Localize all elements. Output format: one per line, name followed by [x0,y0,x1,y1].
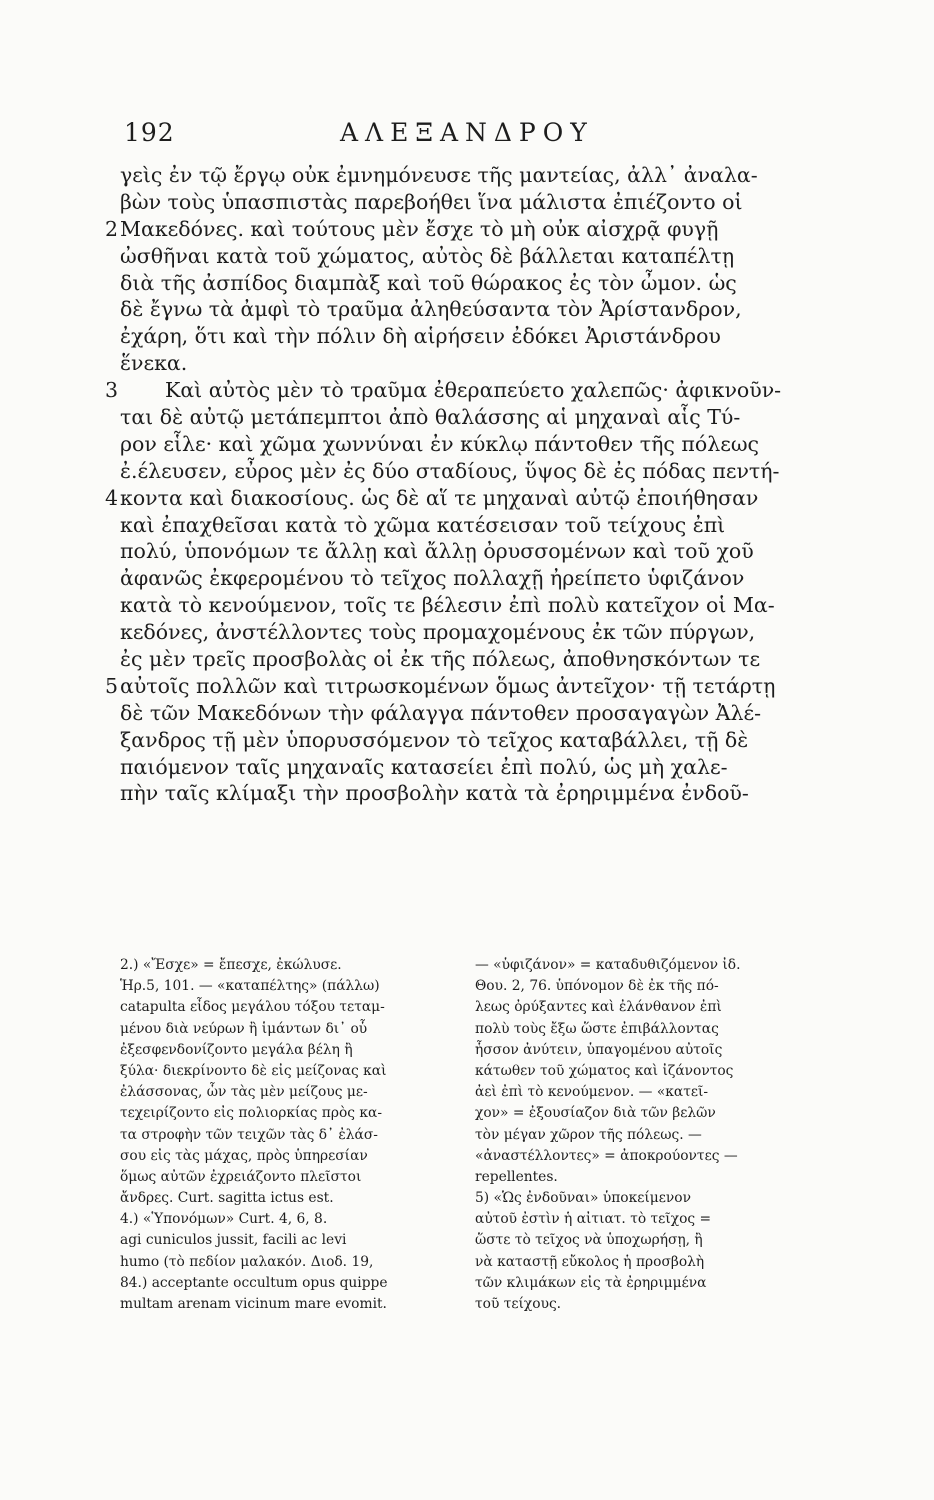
text-line [105,431,805,458]
text-line [105,727,805,754]
footnote-line: 4.) «Ὑπονόμων» Curt. 4, 6, 8. [120,1211,328,1228]
footnote-line: ἀεὶ ἐπὶ τὸ κενούμενον. — «κατεῖ- [475,1084,709,1101]
footnotes [120,955,820,1355]
line-text: πὴν ταῖς κλίμαξι τὴν προσβολὴν κατὰ τὰ ἐρηριμμένα ἐνδοῦ- [120,781,749,806]
text-line [105,780,805,807]
footnote-line: νὰ καταστῇ εὔκολος ἡ προσβολὴ [475,1253,705,1270]
text-line [105,458,805,485]
footnote-line: Θου. 2, 76. ὑπόνομον δὲ ἐκ τῆς πό- [475,978,719,995]
text-line [105,619,805,646]
line-text: κατὰ τὸ κενούμενον, τοῖς τε βέλεσιν ἐπὶ πολὺ κατεῖχον οἱ Μα- [120,593,775,618]
text-line [105,270,805,297]
footnote-line: τῶν κλιμάκων εἰς τὰ ἐρηριμμένα [475,1274,707,1291]
line-text: καὶ ἐπαχθεῖσαι κατὰ τὸ χῶμα κατέσεισαν τοῦ τείχους ἐπὶ [120,512,726,537]
footnote-line: ἐξεσφενδονίζοντο μεγάλα βέλη ἢ [120,1041,353,1058]
footnote-line: Ἡρ.5, 101. — «καταπέλτης» (πάλλω) [120,978,380,995]
footnote-line: τα στροφὴν τῶν τειχῶν τὰς δ᾽ ἐλάσ- [120,1126,378,1143]
footnote-line: τὸν μέγαν χῶρον τῆς πόλεως. — [475,1126,702,1143]
text-line [105,216,805,243]
line-text: πολύ, ὑπονόμων τε ἄλλῃ καὶ ἄλλῃ ὀρυσσομένων καὶ τοῦ χοῦ [120,539,754,564]
footnote-line: ξύλα· διεκρίνοντο δὲ εἰς μείζονας καὶ [120,1062,387,1079]
line-text: παιόμενον ταῖς μηχαναῖς κατασείει ἐπὶ πολύ, ὡς μὴ χαλε- [120,754,728,779]
line-text: ξανδρος τῇ μὲν ὑπορυσσόμενον τὸ τεῖχος καταβάλλει, τῇ δὲ [120,727,749,752]
line-text: Μακεδόνες. καὶ τούτους μὲν ἔσχε τὸ μὴ οὐκ αἰσχρᾷ φυγῇ [120,216,719,241]
footnote-line: κάτωθεν τοῦ χώματος καὶ ἰζάνοντος [475,1062,734,1079]
footnote-line: τεχειρίζοντο εἰς πολιορκίας πρὸς κα- [120,1105,382,1122]
text-line [105,350,805,377]
footnote-line: — «ὑφιζάνον» = καταδυθιζόμενον ἰδ. [475,957,741,973]
text-line [105,512,805,539]
footnote-line: ἧσσον ἀνύτειν, ὑπαγομένου αὐτοῖς [475,1041,723,1058]
footnote-line: σου εἰς τὰς μάχας, πρὸς ὑπηρεσίαν [120,1147,368,1164]
line-text: ἕνεκα. [120,351,188,376]
text-line [105,592,805,619]
line-text: ρον εἷλε· καὶ χῶμα χωννύναι ἐν κύκλῳ πάντοθεν τῆς πόλεως [120,431,760,456]
line-text: κεδόνες, ἀνστέλλοντες τοὺς προμαχομένους ἐκ τῶν πύργων, [120,620,756,645]
line-text: αὐτοῖς πολλῶν καὶ τιτρωσκομένων ὅμως ἀντεῖχον· τῇ τετάρτῃ [120,673,776,698]
footnote-line: humo (τὸ πεδίον μαλακόν. Διοδ. 19, [120,1253,374,1270]
text-line [105,485,805,512]
footnote-line: ὥστε τὸ τεῖχος νὰ ὑποχωρήσῃ, ἢ [475,1232,703,1249]
line-text: δὲ τῶν Μακεδόνων τὴν φάλαγγα πάντοθεν προσαγαγὼν Ἀλέ- [120,700,761,725]
footnote-line: «ἀναστέλλοντες» = ἀποκρούοντες — [475,1147,738,1164]
page-number: 192 [124,118,175,147]
text-line [105,700,805,727]
section-number: 5 [105,673,119,698]
line-text: δὲ ἔγνω τὰ ἀμφὶ τὸ τραῦμα ἀληθεύσαντα τὸν Ἀρίστανδρον, [120,297,742,322]
text-line [105,646,805,673]
footnote-line: μένου διὰ νεύρων ἢ ἱμάντων δι᾽ οὗ [120,1020,368,1037]
text-line [105,754,805,781]
footnote-line: ἄνδρες. Curt. sagitta ictus est. [120,1190,334,1207]
text-line [105,296,805,323]
footnote-line: αὐτοῦ ἐστὶν ἡ αἰτιατ. τὸ τεῖχος = [475,1211,712,1228]
footnote-line: τοῦ τείχους. [475,1296,562,1312]
text-line [105,673,805,700]
page-header [124,118,824,158]
line-text: γεὶς ἐν τῷ ἔργῳ οὐκ ἐμνημόνευσε τῆς μαντείας, ἀλλ᾽ ἀναλα- [120,163,758,187]
text-line [105,189,805,216]
line-text: ὠσθῆναι κατὰ τοῦ χώματος, αὐτὸς δὲ βάλλεται καταπέλτῃ [120,243,735,268]
footnote-line: catapulta εἶδος μεγάλου τόξου τεταμ- [120,999,385,1016]
footnote-line: 2.) «Ἔσχε» = ἔπεσχε, ἐκώλυσε. [120,957,342,973]
footnote-line: πολὺ τοὺς ἔξω ὥστε ἐπιβάλλοντας [475,1020,719,1037]
text-line [105,162,805,189]
line-text: ται δὲ αὐτῷ μετάπεμπτοι ἀπὸ θαλάσσης αἱ μηχαναὶ αἷς Τύ- [120,405,741,430]
line-text: κοντα καὶ διακοσίους. ὡς δὲ αἵ τε μηχαναὶ αὐτῷ ἐποιήθησαν [120,485,759,510]
section-number: 3 [105,378,119,403]
text-line [105,404,805,431]
section-number: 2 [105,216,119,241]
main-text [105,162,805,807]
footnote-line: χον» = ἐξουσίαζον διὰ τῶν βελῶν [475,1105,716,1122]
line-text: ἀφανῶς ἐκφερομένου τὸ τεῖχος πολλαχῇ ἠρείπετο ὑφιζάνον [120,566,745,591]
footnote-line: λεως ὀρύξαντες καὶ ἐλάνθανον ἐπὶ [475,999,722,1016]
footnotes-left-column [120,955,440,1315]
line-text: βὼν τοὺς ὑπασπιστὰς παρεβοήθει ἵνα μάλιστα ἐπιέζοντο οἱ [120,189,743,214]
section-number: 4 [105,485,119,510]
footnotes-right-column [475,955,795,1315]
text-line [105,377,805,404]
line-text: Καὶ αὐτὸς μὲν τὸ τραῦμα ἐθεραπεύετο χαλεπῶς· ἀφικνοῦν- [165,378,782,403]
running-title: ΑΛΕΞΑΝΔΡΟΥ [340,118,594,147]
text-line [105,323,805,350]
footnote-line: agi cuniculos jussit, facili ac levi [120,1232,347,1249]
footnote-line: multam arenam vicinum mare evomit. [120,1296,387,1312]
footnote-line: repellentes. [475,1168,558,1185]
line-text: ἐχάρη, ὅτι καὶ τὴν πόλιν δὴ αἱρήσειν ἐδόκει Ἀριστάνδρου [120,324,721,349]
text-line [105,538,805,565]
line-text: ἐς μὲν τρεῖς προσβολὰς οἱ ἐκ τῆς πόλεως, ἀποθνησκόντων τε [120,647,761,672]
footnote-line: 5) «Ὡς ἐνδοῦναι» ὑποκείμενον [475,1190,691,1207]
line-text: ἐ.έλευσεν, εὖρος μὲν ἐς δύο σταδίους, ὕψος δὲ ἐς πόδας πεντή- [120,458,780,483]
text-line [105,565,805,592]
footnote-line: 84.) acceptante occultum opus quippe [120,1274,388,1291]
text-line [105,243,805,270]
line-text: διὰ τῆς ἀσπίδος διαμπὰξ καὶ τοῦ θώρακος ἐς τὸν ὦμον. ὡς [120,270,737,295]
footnote-line: ἐλάσσονας, ὧν τὰς μὲν μείζους με- [120,1084,368,1101]
footnote-line: ὅμως αὐτῶν ἐχρειάζοντο πλεῖστοι [120,1168,362,1185]
